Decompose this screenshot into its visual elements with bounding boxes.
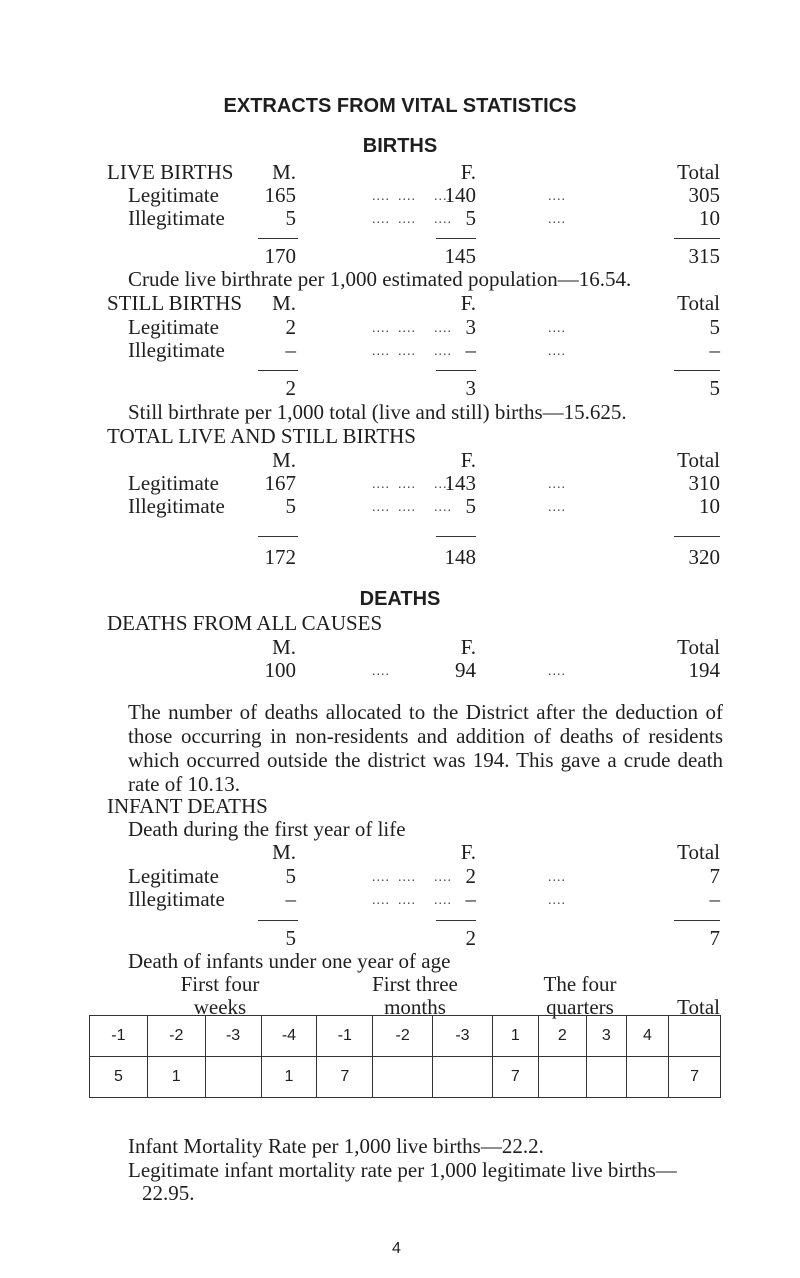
table-cell: 2 bbox=[538, 1016, 586, 1057]
row-label: Legitimate bbox=[128, 471, 219, 495]
leader-dots: .... bbox=[548, 189, 566, 204]
col-m-header: M. bbox=[272, 160, 296, 184]
cell-m: 5 bbox=[285, 206, 296, 230]
table-row bbox=[90, 1057, 721, 1098]
sum-rule bbox=[436, 536, 476, 537]
leader-dots: .... bbox=[372, 321, 390, 336]
col-m-header: M. bbox=[272, 840, 296, 864]
sum-rule bbox=[436, 920, 476, 921]
table-cell bbox=[205, 1057, 261, 1098]
sum-rule bbox=[258, 370, 298, 371]
total-f: 148 bbox=[444, 545, 476, 569]
cell-total: 10 bbox=[699, 206, 720, 230]
row-label: Illegitimate bbox=[128, 206, 225, 230]
sum-rule bbox=[674, 536, 720, 537]
cell-f: 140 bbox=[444, 183, 476, 207]
total-total: 5 bbox=[709, 376, 720, 400]
cell-f: 5 bbox=[465, 494, 476, 518]
table-cell bbox=[538, 1057, 586, 1098]
total-total: 320 bbox=[688, 545, 720, 569]
page-number: 4 bbox=[392, 1240, 401, 1257]
table-cell: -3 bbox=[205, 1016, 261, 1057]
table-cell: -1 bbox=[317, 1016, 373, 1057]
live-birthrate-note: Crude live birthrate per 1,000 estimated population—16.54. bbox=[128, 267, 632, 291]
col-total-header: Total bbox=[677, 291, 720, 315]
col-f-header: F. bbox=[460, 291, 476, 315]
sum-rule bbox=[436, 238, 476, 239]
cell-m: 5 bbox=[285, 494, 296, 518]
cell-f: 2 bbox=[465, 864, 476, 888]
leader-dots: .... bbox=[548, 500, 566, 515]
table-cell: 7 bbox=[669, 1057, 721, 1098]
col-total-header: Total bbox=[677, 840, 720, 864]
col-m-header: M. bbox=[272, 448, 296, 472]
leader-dots: .... bbox=[548, 870, 566, 885]
cell-total: 5 bbox=[709, 315, 720, 339]
col-m-header: M. bbox=[272, 635, 296, 659]
leader-dots: .... .... bbox=[398, 870, 452, 885]
cell-f: 3 bbox=[465, 315, 476, 339]
leader-dots: .... bbox=[372, 870, 390, 885]
col-f-header: F. bbox=[460, 160, 476, 184]
leader-dots: .... bbox=[548, 893, 566, 908]
leader-dots: .... bbox=[548, 664, 566, 679]
infant-deaths-subheading: Death during the first year of life bbox=[128, 817, 406, 841]
table-cell: -2 bbox=[373, 1016, 433, 1057]
table-cell: 7 bbox=[492, 1057, 538, 1098]
table-cell bbox=[586, 1057, 626, 1098]
total-m: 172 bbox=[264, 545, 296, 569]
sum-rule bbox=[258, 920, 298, 921]
table-cell: -3 bbox=[433, 1016, 493, 1057]
row-label: Legitimate bbox=[128, 315, 219, 339]
col-total-header: Total bbox=[677, 448, 720, 472]
leader-dots: .... .... bbox=[398, 212, 452, 227]
cell-m: 5 bbox=[285, 864, 296, 888]
cell-f: 5 bbox=[465, 206, 476, 230]
deaths-heading: DEATHS bbox=[359, 588, 441, 610]
table-cell bbox=[373, 1057, 433, 1098]
table-cell: 4 bbox=[626, 1016, 668, 1057]
total-total: 7 bbox=[709, 926, 720, 950]
table-cell bbox=[433, 1057, 493, 1098]
table-cell: 1 bbox=[492, 1016, 538, 1057]
row-label: Legitimate bbox=[128, 864, 219, 888]
col-f-header: F. bbox=[460, 840, 476, 864]
table-cell: 3 bbox=[586, 1016, 626, 1057]
sum-rule bbox=[674, 370, 720, 371]
col-f-header: F. bbox=[460, 635, 476, 659]
group-months-line1: First three bbox=[372, 972, 458, 996]
leader-dots: .... bbox=[372, 189, 390, 204]
table-cell: 1 bbox=[147, 1057, 205, 1098]
leader-dots: .... .... bbox=[398, 321, 452, 336]
cell-m: – bbox=[285, 887, 296, 911]
total-total: 315 bbox=[688, 244, 720, 268]
leader-dots: .... .... bbox=[398, 189, 452, 204]
leader-dots: .... .... bbox=[398, 893, 452, 908]
total-f: 2 bbox=[465, 926, 476, 950]
table-cell: -1 bbox=[90, 1016, 148, 1057]
still-birthrate-note: Still birthrate per 1,000 total (live and still) births—15.625. bbox=[128, 400, 627, 424]
col-total-header: Total bbox=[677, 160, 720, 184]
deaths-total: 194 bbox=[688, 658, 720, 682]
table-row bbox=[90, 1016, 721, 1057]
leader-dots: .... bbox=[372, 893, 390, 908]
legit-infant-rate-line2: 22.95. bbox=[142, 1181, 195, 1205]
cell-f: 143 bbox=[444, 471, 476, 495]
total-m: 170 bbox=[264, 244, 296, 268]
births-heading: BIRTHS bbox=[362, 135, 438, 157]
row-label: Illegitimate bbox=[128, 338, 225, 362]
live-births-heading: LIVE BIRTHS bbox=[107, 160, 234, 184]
leader-dots: .... bbox=[548, 321, 566, 336]
infant-mortality-rate: Infant Mortality Rate per 1,000 live births—22.2. bbox=[128, 1134, 544, 1158]
col-total-header: Total bbox=[677, 635, 720, 659]
group-quarters-line1: The four bbox=[543, 972, 617, 996]
row-label: Legitimate bbox=[128, 183, 219, 207]
still-births-heading: STILL BIRTHS bbox=[107, 291, 243, 315]
deaths-all-heading: DEATHS FROM ALL CAUSES bbox=[107, 611, 383, 635]
total-f: 3 bbox=[465, 376, 476, 400]
cell-f: – bbox=[465, 887, 476, 911]
cell-m: 167 bbox=[264, 471, 296, 495]
col-f-header: F. bbox=[460, 448, 476, 472]
group-weeks-line1: First four bbox=[180, 972, 260, 996]
infant-deaths-table bbox=[89, 1015, 721, 1098]
leader-dots: .... bbox=[372, 477, 390, 492]
cell-total: 305 bbox=[688, 183, 720, 207]
table-cell: -2 bbox=[147, 1016, 205, 1057]
table-cell bbox=[669, 1016, 721, 1057]
sum-rule bbox=[258, 536, 298, 537]
leader-dots: .... bbox=[548, 344, 566, 359]
cell-total: 310 bbox=[688, 471, 720, 495]
cell-m: 165 bbox=[264, 183, 296, 207]
leader-dots: .... .... bbox=[398, 500, 452, 515]
leader-dots: .... bbox=[548, 477, 566, 492]
table-cell: 1 bbox=[261, 1057, 317, 1098]
cell-f: – bbox=[465, 338, 476, 362]
leader-dots: .... bbox=[372, 344, 390, 359]
cell-total: – bbox=[709, 887, 720, 911]
infant-deaths-heading: INFANT DEATHS bbox=[107, 794, 268, 818]
total-m: 2 bbox=[285, 376, 296, 400]
leader-dots: .... bbox=[372, 212, 390, 227]
leader-dots: .... bbox=[372, 500, 390, 515]
cell-m: 2 bbox=[285, 315, 296, 339]
table-cell: -4 bbox=[261, 1016, 317, 1057]
total-m: 5 bbox=[285, 926, 296, 950]
deaths-m: 100 bbox=[264, 658, 296, 682]
group-total: Total bbox=[677, 995, 720, 1019]
cell-m: – bbox=[285, 338, 296, 362]
leader-dots: .... .... bbox=[398, 477, 452, 492]
group-quarters-line2: quarters bbox=[546, 995, 614, 1019]
deaths-paragraph: The number of deaths allocated to the District after the deduction of those occurring in non-residents and addition of deaths of residents which occurred outside the district was 194. This gave a crude death rate of 10.13. bbox=[128, 700, 723, 796]
table-cell: 5 bbox=[90, 1057, 148, 1098]
leader-dots: .... .... bbox=[398, 344, 452, 359]
group-months-line2: months bbox=[384, 995, 446, 1019]
col-m-header: M. bbox=[272, 291, 296, 315]
sum-rule bbox=[436, 370, 476, 371]
sum-rule bbox=[258, 238, 298, 239]
cell-total: – bbox=[709, 338, 720, 362]
deaths-f: 94 bbox=[455, 658, 476, 682]
total-f: 145 bbox=[444, 244, 476, 268]
total-births-heading: TOTAL LIVE AND STILL BIRTHS bbox=[107, 424, 416, 448]
leader-dots: .... bbox=[548, 212, 566, 227]
sum-rule bbox=[674, 238, 720, 239]
page-title: EXTRACTS FROM VITAL STATISTICS bbox=[223, 95, 577, 117]
table-cell: 7 bbox=[317, 1057, 373, 1098]
leader-dots: .... bbox=[372, 664, 390, 679]
table-cell bbox=[626, 1057, 668, 1098]
legit-infant-rate-line1: Legitimate infant mortality rate per 1,000 legitimate live births— bbox=[128, 1158, 677, 1182]
cell-total: 7 bbox=[709, 864, 720, 888]
under-one-heading: Death of infants under one year of age bbox=[128, 949, 451, 973]
row-label: Illegitimate bbox=[128, 887, 225, 911]
row-label: Illegitimate bbox=[128, 494, 225, 518]
sum-rule bbox=[674, 920, 720, 921]
group-weeks-line2: weeks bbox=[193, 995, 247, 1019]
cell-total: 10 bbox=[699, 494, 720, 518]
